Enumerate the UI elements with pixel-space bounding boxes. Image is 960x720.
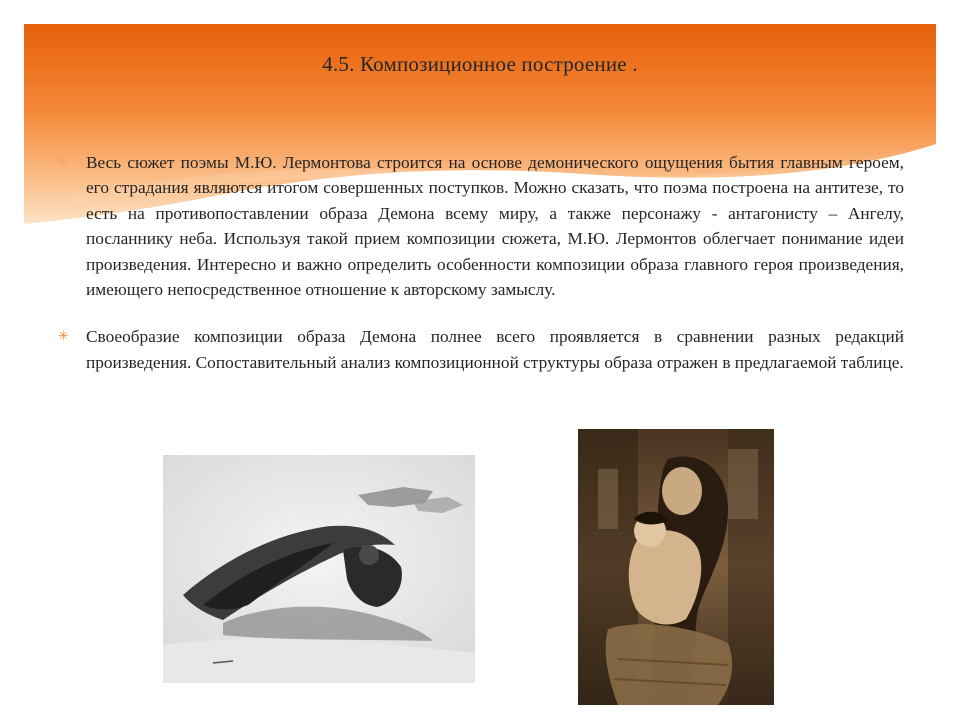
slide-body: [58, 150, 904, 375]
bullet-icon: ✳: [58, 155, 69, 170]
demon-drawing-image: [163, 455, 475, 683]
bullet-item-2: [58, 324, 904, 375]
demon-drawing-icon: [163, 455, 475, 683]
bullet-icon: ✳: [58, 329, 69, 345]
slide-title: 4.5. Композиционное построение .: [322, 52, 638, 76]
demon-and-tamara-icon: [578, 429, 774, 705]
bullet-text-1: Весь сюжет поэмы М.Ю. Лермонтова строится на основе демонического ощущения бытия главным героем, его страдания являются итогом совершенных поступков. Можно сказать, что поэма построена на антитезе, то есть на противопоставлении образа Демона всему миру, а также персонажу - антагонисту – Ангелу, посланнику неба. Используя такой прием композиции сюжета, М.Ю. Лермонтов облегчает понимание идеи произведения. Интересно и важно определить особенности композиции образа главного героя произведения, имеющего непосредственное отношение к авторскому замыслу.: [86, 153, 904, 300]
bullet-item-1: [58, 150, 904, 302]
demon-and-tamara-image: [578, 429, 774, 705]
bullet-text-2: Своеобразие композиции образа Демона полнее всего проявляется в сравнении разных редакций произведения. Сопоставительный анализ композиционной структуры образа отражен в предлагаемой таблице.: [86, 327, 904, 372]
